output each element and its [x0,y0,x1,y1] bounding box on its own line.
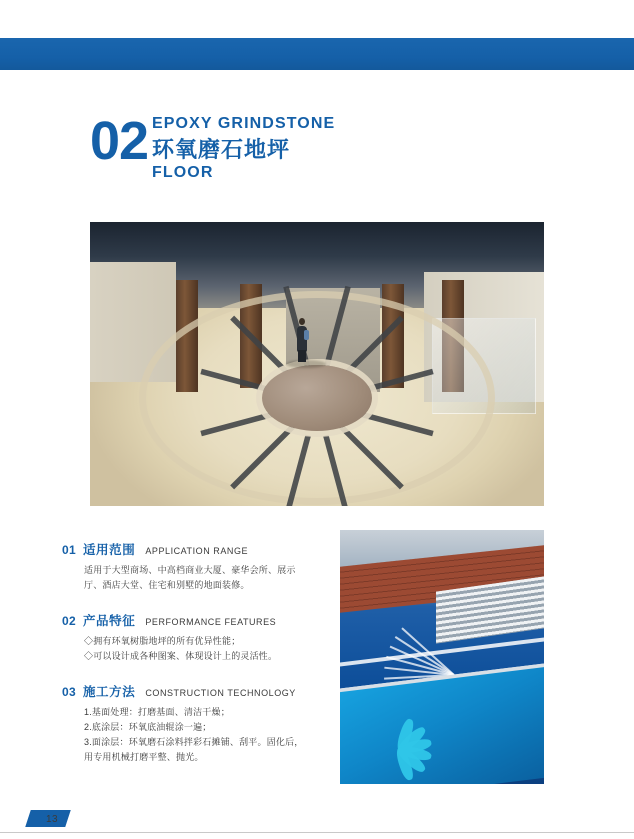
person-bag [304,330,309,340]
person-head [299,318,305,325]
section-number-large: 02 [90,111,149,171]
section-title-english: CONSTRUCTION TECHNOLOGY [145,688,296,698]
section-title-chinese: 产品特征 [82,614,136,628]
section-title-english: PERFORMANCE FEATURES [145,617,277,627]
section-body-line: ◇可以设计成各种图案、体现设计上的灵活性。 [84,651,278,661]
photo2-leaf-inlay [374,726,436,770]
section-number: 01 [62,543,76,557]
header-band-gradient [0,38,634,70]
section-number: 02 [62,614,76,628]
section-construction-technology [62,682,324,765]
hero-person-figure [296,318,308,362]
section-body [62,563,324,593]
page-title-block [90,112,510,190]
content-sections [62,540,324,783]
section-body-line: 适用于大型商场、中高档商业大厦、豪华会所、展示 [84,565,296,575]
title-english-top: EPOXY GRINDSTONE [152,115,336,132]
hero-floor-medallion [262,365,372,431]
section-title-chinese: 适用范围 [82,543,136,557]
hero-photo [90,222,544,506]
section-body-line: 用专用机械打磨平整、抛光。 [84,752,204,762]
section-title-english: APPLICATION RANGE [145,546,249,556]
header-band [0,38,634,70]
title-english-bottom: FLOOR [152,164,214,181]
section-number: 03 [62,685,76,699]
secondary-photo [340,530,544,784]
footer-divider [0,832,634,833]
section-body [62,634,324,664]
title-text-group [152,114,335,182]
section-header [62,682,324,700]
section-body-line: 1.基面处理：打磨基面、清洁干燥； [84,707,230,717]
section-title-chinese: 施工方法 [82,685,136,699]
section-body-line: 2.底涂层：环氧底油辊涂一遍； [84,722,212,732]
section-body-line: 3.面涂层：环氧磨石涂料拌彩石摊铺、刮平。固化后， [84,737,304,747]
section-body [62,705,324,765]
section-body-line: ◇拥有环氧树脂地坪的所有优异性能； [84,636,241,646]
section-body-line: 厅、酒店大堂、住宅和别墅的地面装修。 [84,580,250,590]
page-number: 13 [46,814,58,825]
person-legs [298,350,306,362]
section-header [62,611,324,629]
footer [0,809,634,839]
section-header [62,540,324,558]
section-performance-features [62,611,324,664]
section-application-range [62,540,324,593]
title-chinese: 环氧磨石地坪 [152,137,291,162]
